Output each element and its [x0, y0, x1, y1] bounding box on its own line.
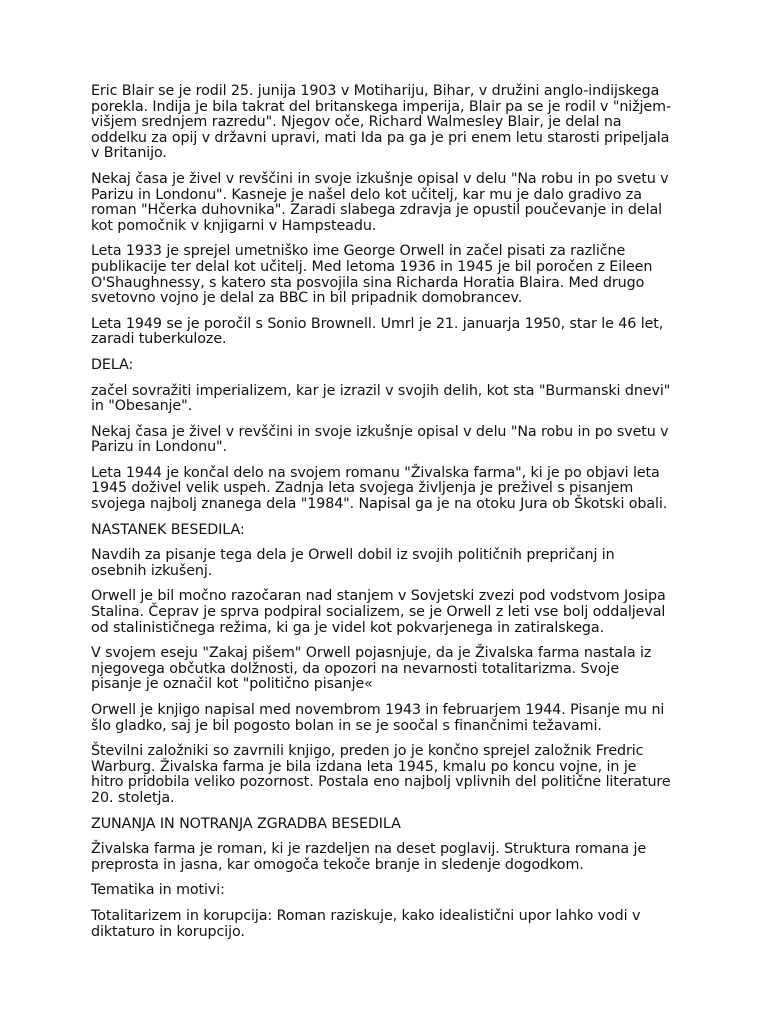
text-line: kot pomočnik v knjigarni v Hampsteadu. — [91, 217, 377, 234]
text-line: Totalitarizem in korupcija: Roman raziskuje, kako idealistični upor lahko vodi v — [91, 907, 641, 924]
text-line: v Britanijo. — [91, 145, 167, 162]
text-line: Parizu in Londonu". Kasneje je našel delo kot učitelj, kar mu je dalo gradivo za — [91, 186, 642, 203]
text-line: hitro pridobila veliko pozornost. Postala eno najbolj vplivnih del politične literature — [91, 774, 671, 791]
text-line: Nekaj časa je živel v revščini in svoje izkušnje opisal v delu "Na robu in po svetu v — [91, 423, 669, 440]
text-line: roman "Hčerka duhovnika". Zaradi slabega zdravja je opustil poučevanje in delal — [91, 202, 662, 219]
text-line: NASTANEK BESEDILA: — [91, 521, 245, 538]
text-line: Navdih za pisanje tega dela je Orwell dobil iz svojih političnih prepričanj in — [91, 547, 615, 564]
text-line: oddelku za opij v državni upravi, mati Ida pa ga je pri enem letu starosti pripeljala — [91, 129, 670, 146]
text-line: Leta 1944 je končal delo na svojem romanu "Živalska farma", ki je po objavi leta — [91, 464, 660, 481]
paragraph — [91, 84, 691, 162]
text-line: porekla. Indija je bila takrat del britanskega imperija, Blair pa se je rodil v "nižjem- — [91, 98, 672, 115]
text-line: pisanje je označil kot "politično pisanje« — [91, 676, 373, 693]
paragraph — [91, 244, 691, 306]
text-line: Leta 1933 je sprejel umetniško ime George Orwell in začel pisati za različne — [91, 243, 626, 260]
paragraph — [91, 358, 691, 374]
text-line: Nekaj časa je živel v revščini in svoje izkušnje opisal v delu "Na robu in po svetu v — [91, 170, 669, 187]
paragraph — [91, 548, 691, 579]
text-line: O'Shaughnessy, s katero sta posvojila sina Richarda Horatia Blaira. Med drugo — [91, 274, 645, 291]
paragraph — [91, 523, 691, 539]
paragraph — [91, 817, 691, 833]
paragraph — [91, 883, 691, 899]
text-line: Stalina. Čeprav je sprva podpiral socializem, se je Orwell z leti vse bolj oddaljeval — [91, 604, 666, 621]
paragraph — [91, 909, 691, 940]
text-line: Številni založniki so zavrnili knjigo, preden jo je končno sprejel založnik Fredric — [91, 743, 644, 760]
text-line: Orwell je knjigo napisal med novembrom 1943 in februarjem 1944. Pisanje mu ni — [91, 702, 665, 718]
paragraph — [91, 646, 691, 693]
paragraph — [91, 466, 691, 513]
paragraph — [91, 589, 691, 636]
text-line: V svojem eseju "Zakaj pišem" Orwell pojasnjuje, da je Živalska farma nastala iz — [91, 645, 652, 662]
text-line: in "Obesanje". — [91, 398, 193, 415]
text-line: Živalska farma je roman, ki je razdeljen na deset poglavij. Struktura romana je — [91, 841, 647, 858]
text-line: od stalinističnega režima, ki ga je videl kot pokvarjenega in zatiralskega. — [91, 619, 605, 636]
text-line: njegovega občutka dolžnosti, da opozori na nevarnosti totalitarizma. Svoje — [91, 660, 620, 677]
text-line: publikacije ter delal kot učitelj. Med letoma 1936 in 1945 je bil poročen z Eileen — [91, 258, 653, 275]
paragraph — [91, 703, 691, 734]
paragraph — [91, 842, 691, 873]
text-line: ZUNANJA IN NOTRANJA ZGRADBA BESEDILA — [91, 815, 401, 832]
text-line: svojega najbolj znanega dela "1984". Napisal ga je na otoku Jura ob Škotski obali. — [91, 496, 668, 513]
text-line: Warburg. Živalska farma je bila izdana leta 1945, kmalu po koncu vojne, in je — [91, 758, 637, 775]
text-line: Eric Blair se je rodil 25. junija 1903 v Motihariju, Bihar, v družini anglo-indijskega — [91, 83, 660, 99]
text-line: Parizu in Londonu". — [91, 439, 227, 456]
text-line: 1945 doživel velik uspeh. Zadnja leta svojega življenja je preživel s pisanjem — [91, 480, 634, 497]
paragraph — [91, 425, 691, 456]
text-line: osebnih izkušenj. — [91, 562, 213, 579]
text-line: Tematika in motivi: — [91, 882, 225, 899]
text-line: Orwell je bil močno razočaran nad stanjem v Sovjetski zvezi pod vodstvom Josipa — [91, 588, 666, 605]
paragraph — [91, 384, 691, 415]
text-line: diktaturo in korupcijo. — [91, 923, 245, 940]
text-line: 20. stoletja. — [91, 789, 175, 806]
text-line: začel sovražiti imperializem, kar je izrazil v svojih delih, kot sta "Burmanski dnevi" — [91, 382, 671, 399]
text-line: Leta 1949 se je poročil s Sonio Brownell. Umrl je 21. januarja 1950, star le 46 let, — [91, 315, 664, 332]
text-line: višjem srednjem razredu". Njegov oče, Richard Walmesley Blair, je delal na — [91, 114, 622, 131]
text-line: šlo gladko, saj je bil pogosto bolan in se je soočal s finančnimi težavami. — [91, 717, 602, 734]
text-line: zaradi tuberkuloze. — [91, 331, 227, 348]
text-line: svetovno vojno je delal za BBC in bil pripadnik domobrancev. — [91, 290, 523, 307]
paragraph — [91, 744, 691, 806]
document-body — [91, 84, 691, 950]
text-line: DELA: — [91, 356, 134, 373]
text-line: preprosta in jasna, kar omogoča tekoče branje in sledenje dogodkom. — [91, 856, 584, 873]
paragraph — [91, 172, 691, 234]
paragraph — [91, 317, 691, 348]
